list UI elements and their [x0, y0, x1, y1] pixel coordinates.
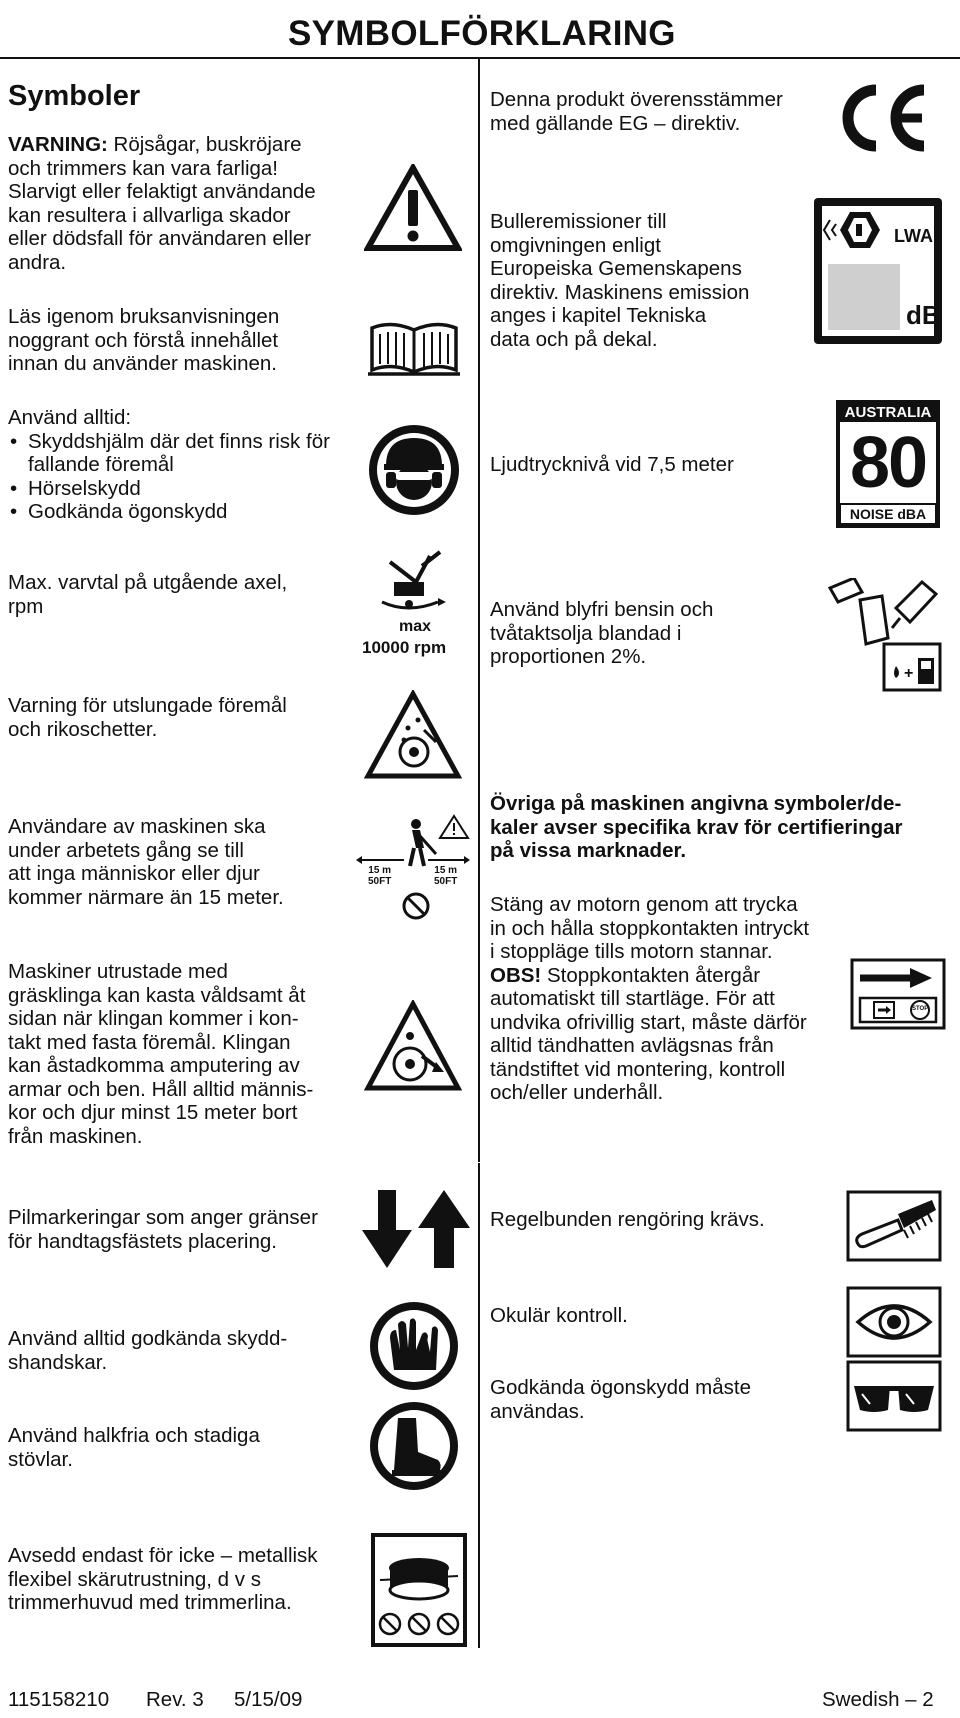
- distance-label-left: 15 m 50FT: [368, 865, 392, 887]
- arrows-text: Pilmarkeringar som anger gränser för handtagsfästets placering.: [8, 1206, 318, 1253]
- rpm-label: 10000 rpm: [362, 638, 447, 657]
- warning-line-5: andra.: [8, 250, 67, 274]
- footer-rev: Rev. 3: [146, 1688, 204, 1711]
- boots-text: Använd halkfria och stadiga stövlar.: [8, 1424, 260, 1471]
- gloves-icon: [368, 1300, 460, 1392]
- always-use-text: Använd alltid: • Skyddshjälm där det finns risk för fallande föremål • Hörselskydd • Godkända ögonskydd: [8, 406, 368, 524]
- sound-pressure-text: Ljudtrycknivå vid 7,5 meter: [490, 453, 734, 476]
- stop-icon-label: STOP: [912, 1006, 929, 1012]
- max-rpm-icon: [360, 548, 468, 658]
- trimmer-head-only-icon: [370, 1532, 468, 1648]
- warning-line-2: Slarvigt eller felaktigt användande: [8, 180, 316, 203]
- boots-icon: [368, 1400, 460, 1492]
- always-use-item: • Hörselskydd: [8, 477, 368, 501]
- safety-distance-icon: [354, 814, 470, 924]
- db-label: dB: [906, 300, 941, 330]
- section-heading: Symboler: [8, 80, 141, 112]
- read-manual-text: Läs igenom bruksanvisningen noggrant och förstå innehållet innan du använder maskinen.: [8, 305, 280, 375]
- australia-label: AUSTRALIA: [844, 404, 932, 421]
- blade-thrust-warning-icon: [364, 1000, 462, 1092]
- warning-label: VARNING:: [8, 133, 108, 156]
- warning-line-0: VARNING: Röjsågar, buskröjare: [8, 133, 302, 156]
- blade-warning-text: Maskiner utrustade med gräsklinga kan kasta våldsamt åt sidan när klingan kommer i kon- takt med fasta föremål. Klingan kan åstadkomma amputering av armar och ben. Håll alltid männis- kor och djur minst 15 meter bort från maskinen.: [8, 960, 314, 1148]
- warning-line-1: och trimmers kan vara farliga!: [8, 156, 279, 180]
- title-rule: [0, 57, 960, 59]
- ce-mark-icon: [836, 80, 932, 156]
- always-use-item: • Godkända ögonskydd: [8, 500, 368, 524]
- handle-position-arrows-icon: [362, 1188, 470, 1270]
- warning-line-4: eller dödsfall för användaren eller: [8, 227, 312, 250]
- non-metal-text: Avsedd endast för icke – metallisk flexibel skärutrustning, d v s trimmerhuvud med trimmerlina.: [8, 1544, 318, 1614]
- other-symbols-text: Övriga på maskinen angivna symboler/de- kaler avser specifika krav för certifieringar på vissa marknader.: [490, 792, 903, 862]
- svg-text:+: +: [904, 665, 914, 682]
- sound-power-label-icon: [812, 196, 944, 346]
- fuel-mix-icon: [826, 578, 942, 694]
- brush-icon: [846, 1190, 942, 1262]
- max-label: max: [399, 618, 432, 635]
- always-use-item: • Skyddshjälm där det finns risk för: [8, 430, 368, 454]
- noise-number: 80: [849, 423, 927, 503]
- thrown-objects-warning-icon: [364, 690, 462, 780]
- warning-line-3: kan resultera i allvarliga skador: [8, 203, 291, 227]
- footer-date: 5/15/09: [234, 1688, 303, 1711]
- fuel-text: Använd blyfri bensin och tvåtaktsolja blandad i proportionen 2%.: [490, 598, 714, 668]
- lwa-label: LWA: [894, 226, 933, 246]
- visual-check-text: Okulär kontroll.: [490, 1304, 628, 1327]
- column-divider: [478, 59, 480, 1648]
- open-book-icon: [366, 318, 462, 378]
- stop-switch-text: Stäng av motorn genom att trycka in och hålla stoppkontakten intryckt i stoppläge tills motorn stannar. OBS! Stoppkontakten återgår automatiskt till startläge. För att undvika ofrivillig start, måste därför alltid tändhatten avlägsnas från tändstiftet vid montering, kontroll och/eller underhåll.: [490, 893, 810, 1104]
- australia-noise-label-icon: [836, 400, 940, 528]
- distance-label-right: 15 m 50FT: [434, 865, 458, 887]
- max-rpm-text: Max. varvtal på utgående axel, rpm: [8, 571, 288, 618]
- eye-protection-text: Godkända ögonskydd måste användas.: [490, 1376, 751, 1423]
- stop-switch-icon: [850, 958, 946, 1030]
- cleaning-text: Regelbunden rengöring krävs.: [490, 1208, 765, 1231]
- helmet-hearing-eye-icon: [366, 422, 462, 518]
- section-rule: [0, 1162, 960, 1163]
- always-use-item-cont: fallande föremål: [28, 453, 174, 476]
- thrown-objects-text: Varning för utslungade föremål och rikoschetter.: [8, 694, 287, 741]
- noise-emission-text: Bulleremissioner till omgivningen enligt Europeiska Gemenskapens direktiv. Maskinens emission anges i kapitel Tekniska data och på dekal.: [490, 210, 750, 351]
- footer-page: Swedish – 2: [822, 1688, 934, 1711]
- safety-glasses-icon: [846, 1360, 942, 1432]
- page-title: SYMBOLFÖRKLARING: [288, 14, 676, 53]
- obs-label: OBS!: [490, 963, 542, 987]
- warning-triangle-icon: [364, 164, 462, 252]
- ce-text: Denna produkt överensstämmer med gällande EG – direktiv.: [490, 88, 783, 135]
- noise-dba-label: NOISE dBA: [849, 506, 927, 522]
- footer-doc-number: 115158210: [8, 1688, 110, 1711]
- eye-icon: [846, 1286, 942, 1358]
- gloves-text: Använd alltid godkända skydd- shandskar.: [8, 1327, 288, 1374]
- distance-text: Användare av maskinen ska under arbetets gång se till att inga människor eller djur kommer närmare än 15 meter.: [8, 815, 284, 909]
- warning-text: [8, 133, 368, 274]
